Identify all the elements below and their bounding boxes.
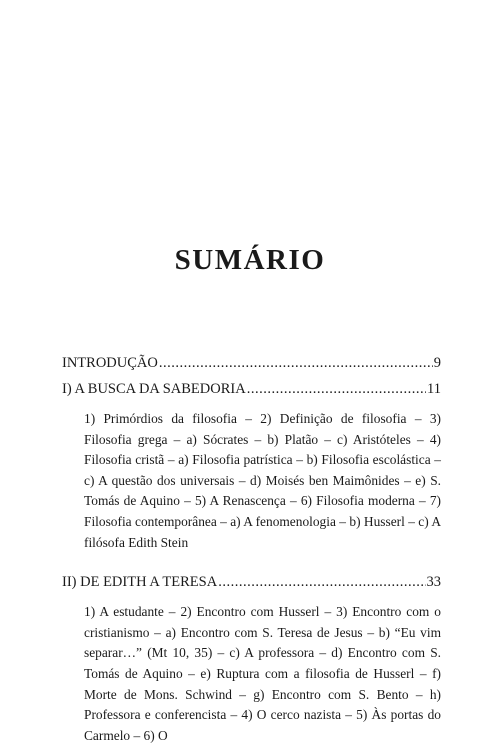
toc-entry-label: I) A BUSCA DA SABEDORIA xyxy=(62,381,246,397)
toc-entry-label: INTRODUÇÃO xyxy=(62,355,158,371)
toc-entry-page-number: 9 xyxy=(433,355,441,371)
toc-entry-introducao[interactable] xyxy=(62,354,441,373)
toc-entry-page-number: 33 xyxy=(426,574,441,591)
toc-entry-busca-da-sabedoria[interactable] xyxy=(62,380,441,399)
dot-leader xyxy=(159,354,433,373)
dot-leader xyxy=(247,380,426,399)
toc-entry-de-edith-a-teresa[interactable] xyxy=(62,573,441,592)
page-title: SUMÁRIO xyxy=(174,244,326,276)
toc-entry-label: II) DE EDITH A TERESA xyxy=(62,574,218,591)
toc-entry-description: 1) A estudante – 2) Encontro com Husserl – 3) Encontro com o cristianismo – a) Encontro com S. Teresa de Jesus – b) “Eu vim separar…” (Mt 10, 35) – c) A professora – d) Encontro com S. Tomás de Aquino – e) Ruptura com a filosofia de Husserl – f) Morte de Mons. Schwind – g) Encontro com S. Bento – h) Professora e conferencista – 4) O cerco nazista – 5) Às portas do Carmelo – 6) O xyxy=(84,604,441,743)
toc-entry-page-number: 11 xyxy=(427,381,441,397)
dot-leader xyxy=(218,573,425,592)
table-of-contents xyxy=(62,354,441,746)
toc-entry-description: 1) Primórdios da filosofia – 2) Definição de filosofia – 3) Filosofia grega – a) Sócrates – b) Platão – c) Aristóteles – 4) Filosofia cristã – a) Filosofia patrística – b) Filosofia escolástica – c) A questão dos universais – d) Moisés ben Maimônides – e) S. Tomás de Aquino – 5) A Renascença – 6) Filosofia moderna – 7) Filosofia contemporânea – a) A fenomenologia – b) Husserl – c) A filósofa Edith Stein xyxy=(84,411,441,550)
